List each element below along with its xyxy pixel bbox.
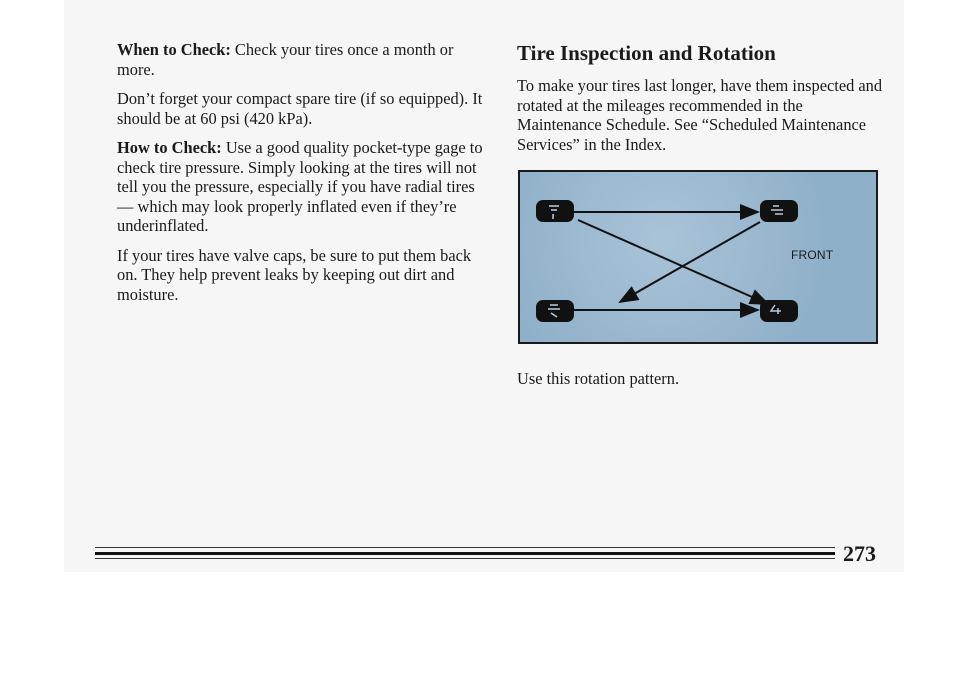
rotation-paragraph: To make your tires last longer, have them inspected and rotated at the mileages recommended in the Maintenance Schedule. See “Scheduled Maintenance Services” in the Index. [517, 76, 883, 154]
when-to-check-label: When to Check: [117, 40, 231, 59]
tire-right-front-icon [760, 300, 798, 322]
section-heading: Tire Inspection and Rotation [517, 41, 776, 65]
front-label: FRONT [791, 248, 834, 262]
tire-right-rear-icon [760, 200, 798, 222]
when-to-check-paragraph [117, 40, 487, 79]
footer-rule-thick [95, 552, 835, 555]
tire-left-front-icon [536, 300, 574, 322]
how-to-check-label: How to Check: [117, 138, 222, 157]
spare-tire-paragraph: Don’t forget your compact spare tire (if so equipped). It should be at 60 psi (420 kPa). [117, 89, 483, 128]
how-to-check-paragraph [117, 138, 487, 236]
rotation-diagram [518, 170, 878, 344]
footer-rule-bottom [95, 558, 835, 559]
cross-arrow-up [620, 222, 760, 302]
page-number: 273 [843, 541, 876, 566]
valve-caps-paragraph: If your tires have valve caps, be sure to put them back on. They help prevent leaks by keeping out dirt and moisture. [117, 245, 472, 304]
figure-caption: Use this rotation pattern. [517, 369, 680, 388]
right-column [517, 40, 887, 154]
tire-left-rear-icon [536, 200, 574, 222]
how-to-check-text: Use a good quality pocket-type gage to check tire pressure. Simply looking at the tires will not tell you the pressure, especially if you have radial tires — which may look properly inflated even if they’re underinflated. [117, 138, 483, 235]
left-column [117, 40, 487, 314]
when-to-check-text: Check your tires once a month or more. [117, 40, 454, 79]
footer-rule-top [95, 547, 835, 548]
